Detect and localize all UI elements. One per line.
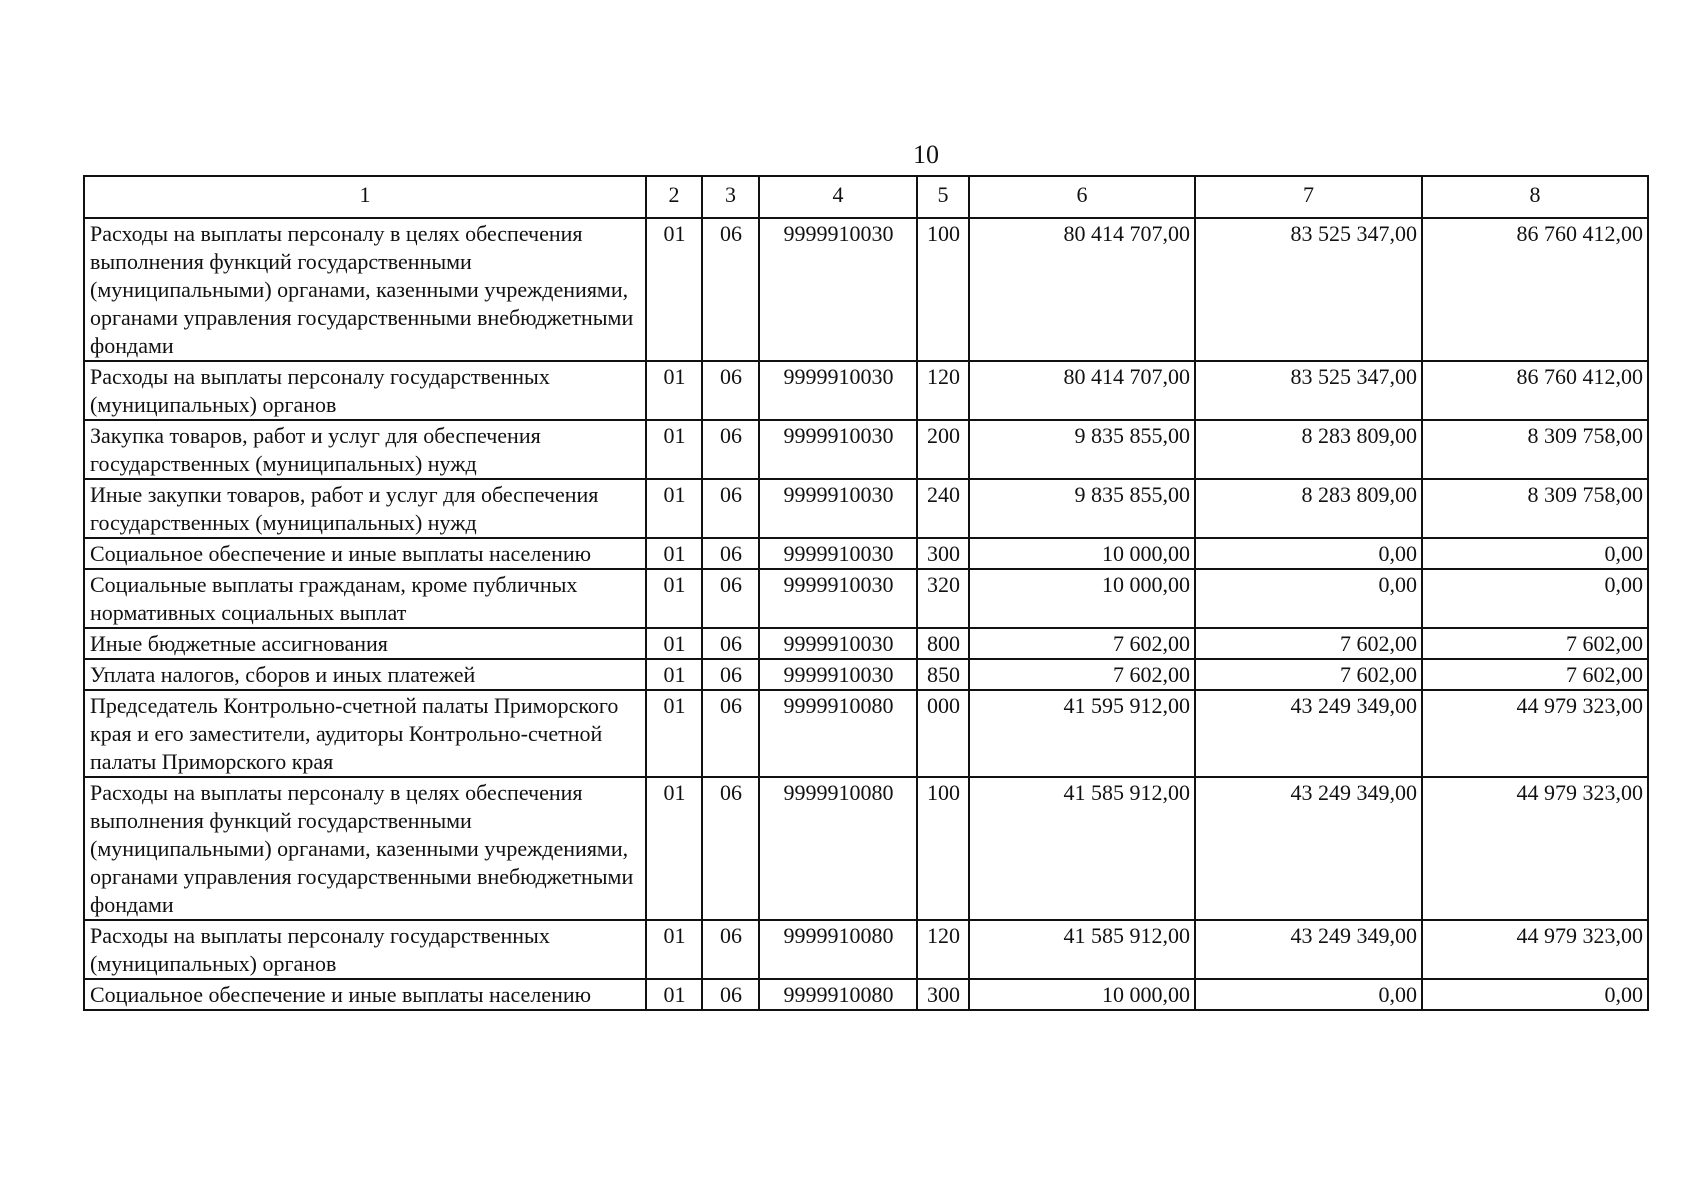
amount-col-6-cell: 41 585 912,00 bbox=[969, 777, 1195, 920]
expense-type-cell: 120 bbox=[917, 361, 969, 420]
header-col-6: 6 bbox=[969, 176, 1195, 218]
section-code-cell: 01 bbox=[646, 569, 702, 628]
expense-name-cell: Иные закупки товаров, работ и услуг для обеспечения государственных (муниципальных) нужд bbox=[84, 479, 646, 538]
amount-col-6-cell: 80 414 707,00 bbox=[969, 361, 1195, 420]
page-number: 10 bbox=[913, 140, 939, 169]
table-row bbox=[84, 659, 1648, 690]
target-article-cell: 9999910030 bbox=[759, 538, 917, 569]
section-code-cell: 01 bbox=[646, 420, 702, 479]
expense-name-cell: Иные бюджетные ассигнования bbox=[84, 628, 646, 659]
table-row bbox=[84, 420, 1648, 479]
table-row bbox=[84, 479, 1648, 538]
table-body bbox=[84, 218, 1648, 1010]
target-article-cell: 9999910030 bbox=[759, 218, 917, 361]
subsection-code-cell: 06 bbox=[702, 628, 759, 659]
target-article-cell: 9999910030 bbox=[759, 361, 917, 420]
expense-type-cell: 120 bbox=[917, 920, 969, 979]
expense-type-cell: 100 bbox=[917, 777, 969, 920]
amount-col-6-cell: 9 835 855,00 bbox=[969, 479, 1195, 538]
amount-col-7-cell: 7 602,00 bbox=[1195, 628, 1422, 659]
section-code-cell: 01 bbox=[646, 659, 702, 690]
amount-col-8-cell: 86 760 412,00 bbox=[1422, 361, 1648, 420]
expense-name-cell: Расходы на выплаты персоналу государственных (муниципальных) органов bbox=[84, 920, 646, 979]
amount-col-6-cell: 41 595 912,00 bbox=[969, 690, 1195, 777]
target-article-cell: 9999910080 bbox=[759, 777, 917, 920]
amount-col-7-cell: 83 525 347,00 bbox=[1195, 361, 1422, 420]
amount-col-7-cell: 83 525 347,00 bbox=[1195, 218, 1422, 361]
expense-name-cell: Расходы на выплаты персоналу в целях обеспечения выполнения функций государственными (муниципальными) органами, казенными учреждениями, органами управления государственными внебюджетными фондами bbox=[84, 777, 646, 920]
target-article-cell: 9999910030 bbox=[759, 569, 917, 628]
amount-col-6-cell: 7 602,00 bbox=[969, 628, 1195, 659]
amount-col-8-cell: 0,00 bbox=[1422, 979, 1648, 1010]
section-code-cell: 01 bbox=[646, 777, 702, 920]
header-row bbox=[84, 176, 1648, 218]
amount-col-7-cell: 0,00 bbox=[1195, 979, 1422, 1010]
amount-col-8-cell: 7 602,00 bbox=[1422, 659, 1648, 690]
section-code-cell: 01 bbox=[646, 218, 702, 361]
header-col-7: 7 bbox=[1195, 176, 1422, 218]
target-article-cell: 9999910030 bbox=[759, 659, 917, 690]
amount-col-8-cell: 0,00 bbox=[1422, 538, 1648, 569]
expense-type-cell: 300 bbox=[917, 538, 969, 569]
subsection-code-cell: 06 bbox=[702, 361, 759, 420]
amount-col-7-cell: 43 249 349,00 bbox=[1195, 690, 1422, 777]
table-row bbox=[84, 218, 1648, 361]
header-col-8: 8 bbox=[1422, 176, 1648, 218]
section-code-cell: 01 bbox=[646, 979, 702, 1010]
expense-type-cell: 800 bbox=[917, 628, 969, 659]
subsection-code-cell: 06 bbox=[702, 538, 759, 569]
header-col-4: 4 bbox=[759, 176, 917, 218]
table-row bbox=[84, 628, 1648, 659]
subsection-code-cell: 06 bbox=[702, 218, 759, 361]
expense-type-cell: 300 bbox=[917, 979, 969, 1010]
amount-col-7-cell: 43 249 349,00 bbox=[1195, 777, 1422, 920]
amount-col-6-cell: 10 000,00 bbox=[969, 979, 1195, 1010]
subsection-code-cell: 06 bbox=[702, 420, 759, 479]
expense-type-cell: 000 bbox=[917, 690, 969, 777]
amount-col-8-cell: 8 309 758,00 bbox=[1422, 479, 1648, 538]
header-col-3: 3 bbox=[702, 176, 759, 218]
subsection-code-cell: 06 bbox=[702, 479, 759, 538]
section-code-cell: 01 bbox=[646, 479, 702, 538]
amount-col-7-cell: 8 283 809,00 bbox=[1195, 420, 1422, 479]
subsection-code-cell: 06 bbox=[702, 979, 759, 1010]
amount-col-8-cell: 44 979 323,00 bbox=[1422, 777, 1648, 920]
target-article-cell: 9999910080 bbox=[759, 920, 917, 979]
section-code-cell: 01 bbox=[646, 920, 702, 979]
target-article-cell: 9999910030 bbox=[759, 628, 917, 659]
amount-col-8-cell: 86 760 412,00 bbox=[1422, 218, 1648, 361]
table-row bbox=[84, 920, 1648, 979]
header-col-1: 1 bbox=[84, 176, 646, 218]
amount-col-7-cell: 8 283 809,00 bbox=[1195, 479, 1422, 538]
amount-col-7-cell: 7 602,00 bbox=[1195, 659, 1422, 690]
budget-table bbox=[83, 175, 1649, 1011]
expense-name-cell: Социальное обеспечение и иные выплаты населению bbox=[84, 538, 646, 569]
amount-col-6-cell: 41 585 912,00 bbox=[969, 920, 1195, 979]
subsection-code-cell: 06 bbox=[702, 659, 759, 690]
target-article-cell: 9999910030 bbox=[759, 479, 917, 538]
amount-col-8-cell: 8 309 758,00 bbox=[1422, 420, 1648, 479]
header-col-2: 2 bbox=[646, 176, 702, 218]
target-article-cell: 9999910080 bbox=[759, 690, 917, 777]
expense-type-cell: 320 bbox=[917, 569, 969, 628]
table-row bbox=[84, 538, 1648, 569]
expense-type-cell: 100 bbox=[917, 218, 969, 361]
expense-name-cell: Социальные выплаты гражданам, кроме публичных нормативных социальных выплат bbox=[84, 569, 646, 628]
amount-col-8-cell: 0,00 bbox=[1422, 569, 1648, 628]
amount-col-6-cell: 10 000,00 bbox=[969, 569, 1195, 628]
target-article-cell: 9999910080 bbox=[759, 979, 917, 1010]
subsection-code-cell: 06 bbox=[702, 777, 759, 920]
section-code-cell: 01 bbox=[646, 690, 702, 777]
amount-col-6-cell: 80 414 707,00 bbox=[969, 218, 1195, 361]
amount-col-8-cell: 44 979 323,00 bbox=[1422, 690, 1648, 777]
subsection-code-cell: 06 bbox=[702, 690, 759, 777]
expense-name-cell: Председатель Контрольно-счетной палаты Приморского края и его заместители, аудиторы Контрольно-счетной палаты Приморского края bbox=[84, 690, 646, 777]
expense-name-cell: Расходы на выплаты персоналу в целях обеспечения выполнения функций государственными (муниципальными) органами, казенными учреждениями, органами управления государственными внебюджетными фондами bbox=[84, 218, 646, 361]
expense-type-cell: 200 bbox=[917, 420, 969, 479]
amount-col-7-cell: 43 249 349,00 bbox=[1195, 920, 1422, 979]
subsection-code-cell: 06 bbox=[702, 569, 759, 628]
header-col-5: 5 bbox=[917, 176, 969, 218]
expense-name-cell: Расходы на выплаты персоналу государственных (муниципальных) органов bbox=[84, 361, 646, 420]
section-code-cell: 01 bbox=[646, 628, 702, 659]
table-row bbox=[84, 979, 1648, 1010]
amount-col-6-cell: 10 000,00 bbox=[969, 538, 1195, 569]
section-code-cell: 01 bbox=[646, 538, 702, 569]
expense-type-cell: 240 bbox=[917, 479, 969, 538]
expense-name-cell: Закупка товаров, работ и услуг для обеспечения государственных (муниципальных) нужд bbox=[84, 420, 646, 479]
table-row bbox=[84, 690, 1648, 777]
amount-col-7-cell: 0,00 bbox=[1195, 569, 1422, 628]
table-row bbox=[84, 569, 1648, 628]
amount-col-6-cell: 9 835 855,00 bbox=[969, 420, 1195, 479]
section-code-cell: 01 bbox=[646, 361, 702, 420]
target-article-cell: 9999910030 bbox=[759, 420, 917, 479]
amount-col-7-cell: 0,00 bbox=[1195, 538, 1422, 569]
amount-col-6-cell: 7 602,00 bbox=[969, 659, 1195, 690]
amount-col-8-cell: 7 602,00 bbox=[1422, 628, 1648, 659]
subsection-code-cell: 06 bbox=[702, 920, 759, 979]
expense-name-cell: Уплата налогов, сборов и иных платежей bbox=[84, 659, 646, 690]
expense-name-cell: Социальное обеспечение и иные выплаты населению bbox=[84, 979, 646, 1010]
table-row bbox=[84, 361, 1648, 420]
table-row bbox=[84, 777, 1648, 920]
amount-col-8-cell: 44 979 323,00 bbox=[1422, 920, 1648, 979]
expense-type-cell: 850 bbox=[917, 659, 969, 690]
table-header bbox=[84, 176, 1648, 218]
